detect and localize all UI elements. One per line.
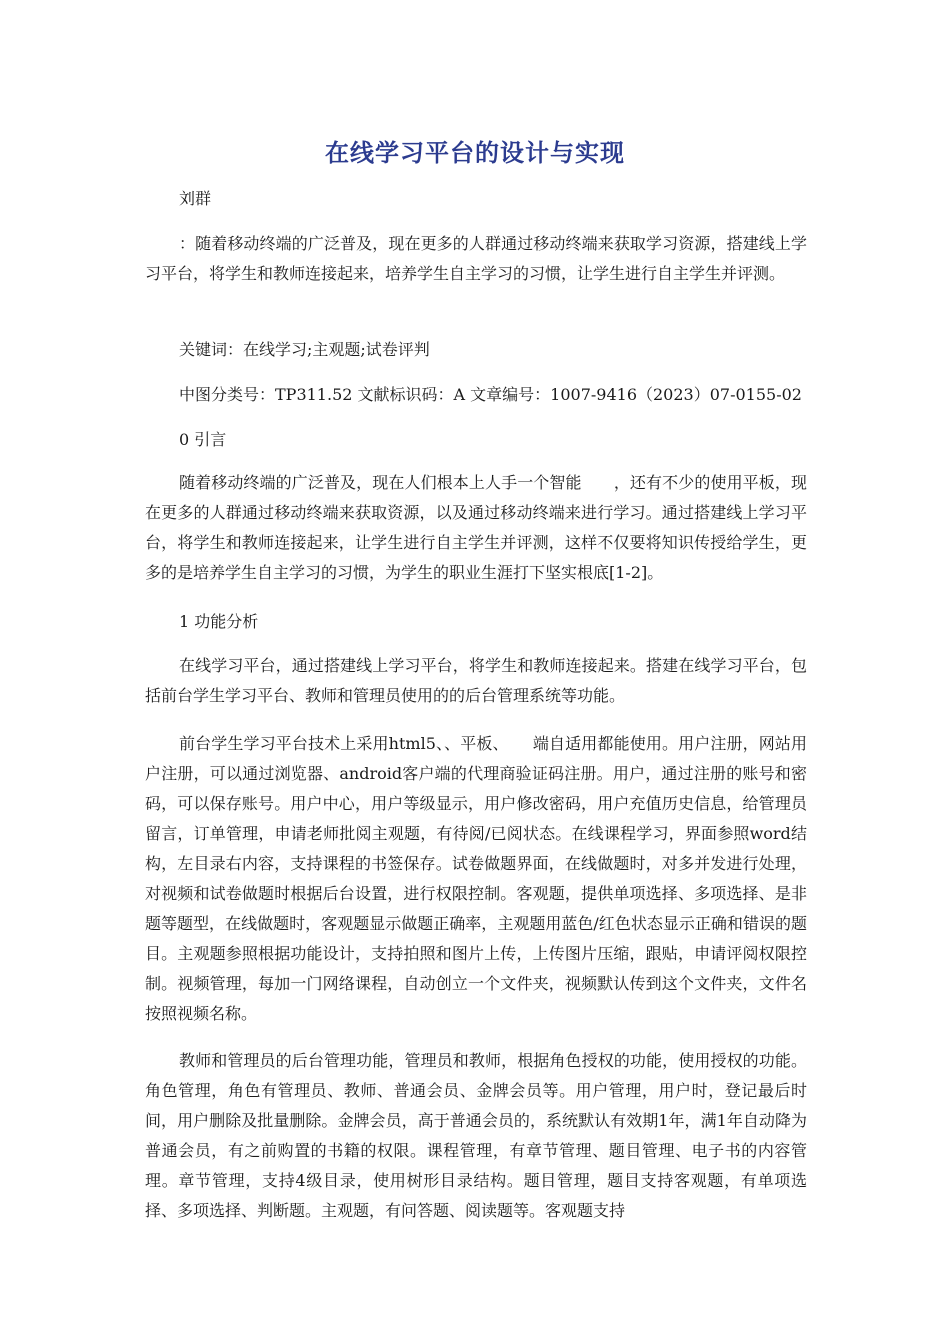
function-paragraph-2: 前台学生学习平台技术上采用html5、、平板、 端自适用都能使用。用户注册，网站用户注册，可以通过浏览器、android客户端的代理商验证码注册。用户，通过注册的账号和密码，可以保存账号。用户中心，用户等级显示，用户修改密码，用户充值历史信息，给管理员留言，订单管理，申请老师批阅主观题，有待阅/已阅状态。在线课程学习，界面参照word结构，左目录右内容，支持课程的书签保存。试卷做题界面，在线做题时，对多并发进行处理，对视频和试卷做题时根据后台设置，进行权限控制。客观题，提供单项选择、多项选择、是非题等题型，在线做题时，客观题显示做题正确率，主观题用蓝色/红色状态显示正确和错误的题目。主观题参照根据功能设计，支持拍照和图片上传，上传图片压缩，跟贴，申请评阅权限控制。视频管理，每加一门网络课程，自动创立一个文件夹，视频默认传到这个文件夹，文件名按照视频名称。 [145,734,807,1023]
function-paragraph-1: 在线学习平台，通过搭建线上学习平台，将学生和教师连接起来。搭建在线学习平台，包括前台学生学习平台、教师和管理员使用的的后台管理系统等功能。 [145,656,807,705]
section-heading-intro: 0 引言 [179,430,227,449]
page-title: 在线学习平台的设计与实现 [325,139,625,167]
abstract-paragraph: ：随着移动终端的广泛普及，现在更多的人群通过移动终端来获取学习资源，搭建线上学习平台，将学生和教师连接起来，培养学生自主学习的习惯，让学生进行自主学生并评测。 [145,234,807,283]
keywords: 关键词：在线学习;主观题;试卷评判 [179,340,430,359]
function-paragraph-3: 教师和管理员的后台管理功能，管理员和教师，根据角色授权的功能，使用授权的功能。角色管理，角色有管理员、教师、普通会员、金牌会员等。用户管理，用户时，登记最后时间，用户删除及批量删除。金牌会员，高于普通会员的，系统默认有效期1年，满1年自动降为普通会员，有之前购置的书籍的权限。课程管理，有章节管理、题目管理、电子书的内容管理。章节管理，支持4级目录，使用树形目录结构。题目管理，题目支持客观题，有单项选择、多项选择、判断题。主观题，有问答题、阅读题等。客观题支持 [145,1051,807,1220]
section-heading-function-analysis: 1 功能分析 [179,612,259,631]
author: 刘群 [179,189,212,208]
intro-paragraph: 随着移动终端的广泛普及，现在人们根本上人手一个智能 ，还有不少的使用平板，现在更多的人群通过移动终端来获取资源，以及通过移动终端来进行学习。通过搭建线上学习平台，将学生和教师连接起来，让学生进行自主学生并评测，这样不仅要将知识传授给学生，更多的是培养学生自主学习的习惯，为学生的职业生涯打下坚实根底[1-2]。 [145,473,807,582]
classification-line: 中图分类号：TP311.52 文献标识码：A 文章编号：1007-9416（2023）07-0155-02 [179,385,802,404]
